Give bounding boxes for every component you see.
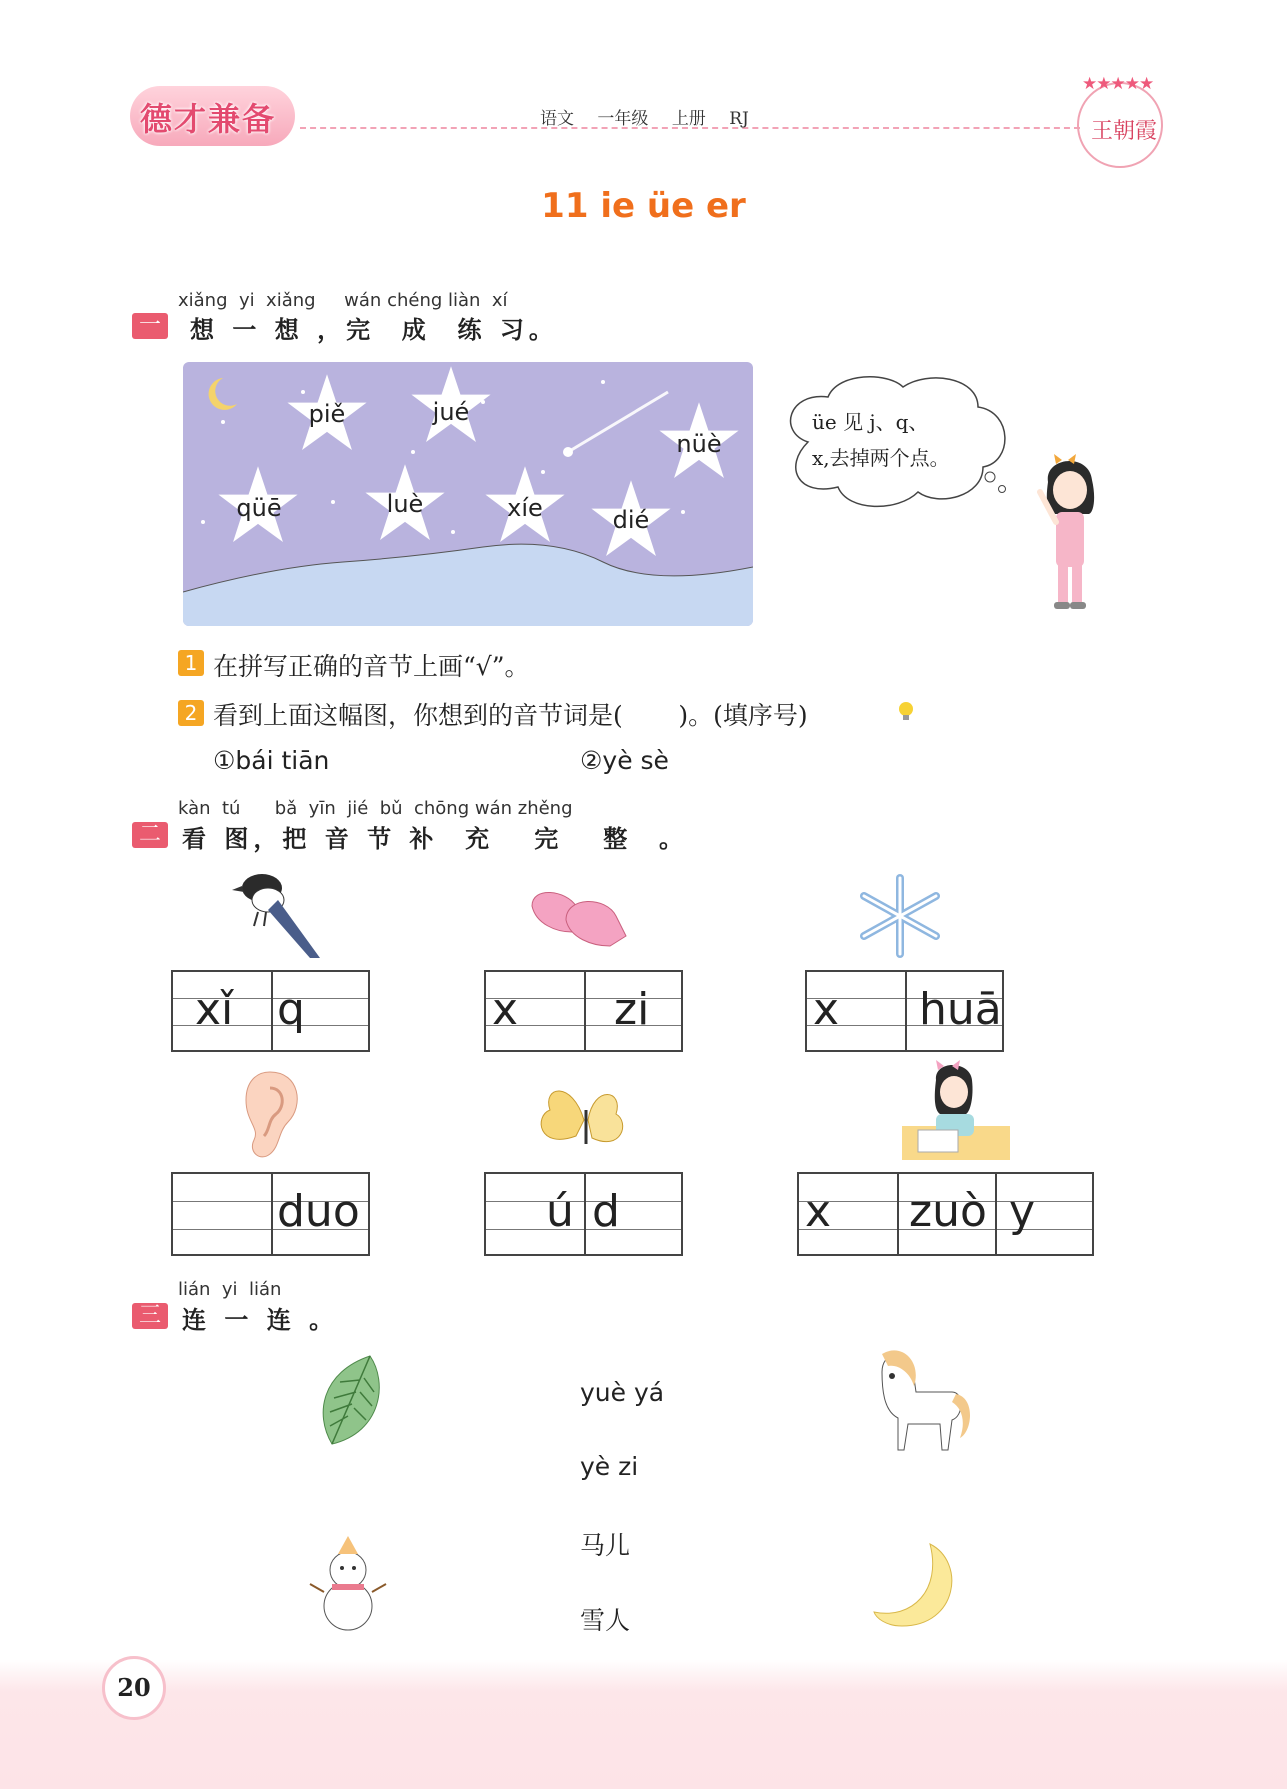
- star-syllable[interactable]: nüè: [676, 430, 722, 458]
- grid-syllable: d: [592, 1186, 620, 1237]
- section1-pinyin: xiǎng yi xiǎng wán chéng liàn xí: [178, 290, 508, 311]
- section1-badge: 一: [132, 313, 168, 339]
- header-subject: 语文: [540, 109, 574, 129]
- lightbulb-icon: [897, 700, 911, 720]
- pinyin-grid: [797, 1172, 1094, 1256]
- grid-syllable: y: [1009, 1186, 1036, 1237]
- section1-title: 想 一 想 ，完 成 练 习。: [190, 316, 558, 344]
- question-number: 1: [178, 650, 204, 676]
- pinyin-grid: [805, 970, 1004, 1052]
- question-number: 2: [178, 700, 204, 726]
- section2-badge: 二: [132, 822, 168, 848]
- leaf-illustration[interactable]: [312, 1352, 388, 1450]
- grid-syllable: x: [805, 1186, 832, 1237]
- match-word[interactable]: yè zi: [580, 1452, 639, 1481]
- brand-logo-text: 德才兼备: [140, 100, 277, 138]
- section3-pinyin: lián yi lián: [178, 1279, 282, 1300]
- pinyin-grid: [484, 970, 683, 1052]
- star-syllable[interactable]: piě: [308, 400, 346, 428]
- question-2-text: 看到上面这幅图，你想到的音节词是( )。(填序号): [213, 701, 808, 730]
- magpie-illustration: [228, 860, 324, 960]
- page-number: 20: [102, 1656, 166, 1720]
- header-info: [540, 104, 767, 129]
- option-1[interactable]: ①bái tiān: [213, 746, 330, 775]
- header-volume: 上册: [671, 109, 706, 129]
- grid-syllable: ú: [546, 1186, 574, 1237]
- match-word[interactable]: 雪人: [580, 1606, 631, 1635]
- match-word[interactable]: yuè yá: [580, 1378, 665, 1407]
- grid-syllable: x: [813, 984, 840, 1035]
- footer-wave: [0, 1660, 1287, 1789]
- bubble-tip-text: üe 见 j、q、 x,去掉两个点。: [812, 410, 950, 470]
- butterfly-illustration: [532, 1080, 638, 1160]
- star-syllable[interactable]: xíe: [507, 494, 543, 522]
- question-1-text: 在拼写正确的音节上画“√”。: [213, 652, 530, 681]
- pinyin-grid: [484, 1172, 683, 1256]
- star-syllable[interactable]: jué: [432, 398, 470, 426]
- section2-pinyin: kàn tú bǎ yīn jié bǔ chōng wán zhěng: [178, 798, 573, 819]
- grid-syllable: q: [277, 984, 305, 1035]
- option-2[interactable]: ②yè sè: [580, 746, 669, 775]
- star-syllable[interactable]: dié: [612, 506, 650, 534]
- match-word[interactable]: 马儿: [580, 1531, 631, 1560]
- stamp-name: 王朝霞: [1091, 119, 1158, 144]
- section3-title: 连 一 连 。: [182, 1306, 339, 1334]
- moon-icon: [209, 378, 237, 410]
- grid-syllable: zuò: [909, 1186, 987, 1237]
- snowflake-illustration: [852, 872, 948, 960]
- header-edition: RJ: [729, 109, 749, 129]
- section3-badge: 三: [132, 1303, 168, 1329]
- star-syllable[interactable]: qüē: [236, 494, 282, 522]
- pinyin-grid: [171, 1172, 370, 1256]
- snowman-illustration[interactable]: [308, 1536, 388, 1632]
- shoes-illustration: [526, 876, 632, 954]
- grid-syllable: xǐ: [195, 984, 234, 1035]
- girl-writing-illustration: [900, 1060, 1012, 1164]
- pinyin-grid: [171, 970, 370, 1052]
- grid-syllable: duo: [277, 1186, 360, 1237]
- header-grade: 一年级: [597, 109, 649, 129]
- grid-syllable: huā: [919, 984, 1002, 1035]
- lesson-title: 11 ie üe er: [541, 186, 746, 226]
- stamp-stars: ★★★★★: [1082, 74, 1154, 94]
- pony-illustration[interactable]: [852, 1342, 976, 1456]
- grid-syllable: x: [492, 984, 519, 1035]
- star-syllable[interactable]: luè: [386, 490, 424, 518]
- grid-syllable: zi: [614, 984, 650, 1035]
- ear-illustration: [240, 1066, 306, 1162]
- crescent-moon-illustration[interactable]: [872, 1540, 956, 1630]
- section2-title: 看 图，把 音 节 补 充 完 整 。: [182, 825, 688, 853]
- girl-illustration: [1034, 452, 1104, 612]
